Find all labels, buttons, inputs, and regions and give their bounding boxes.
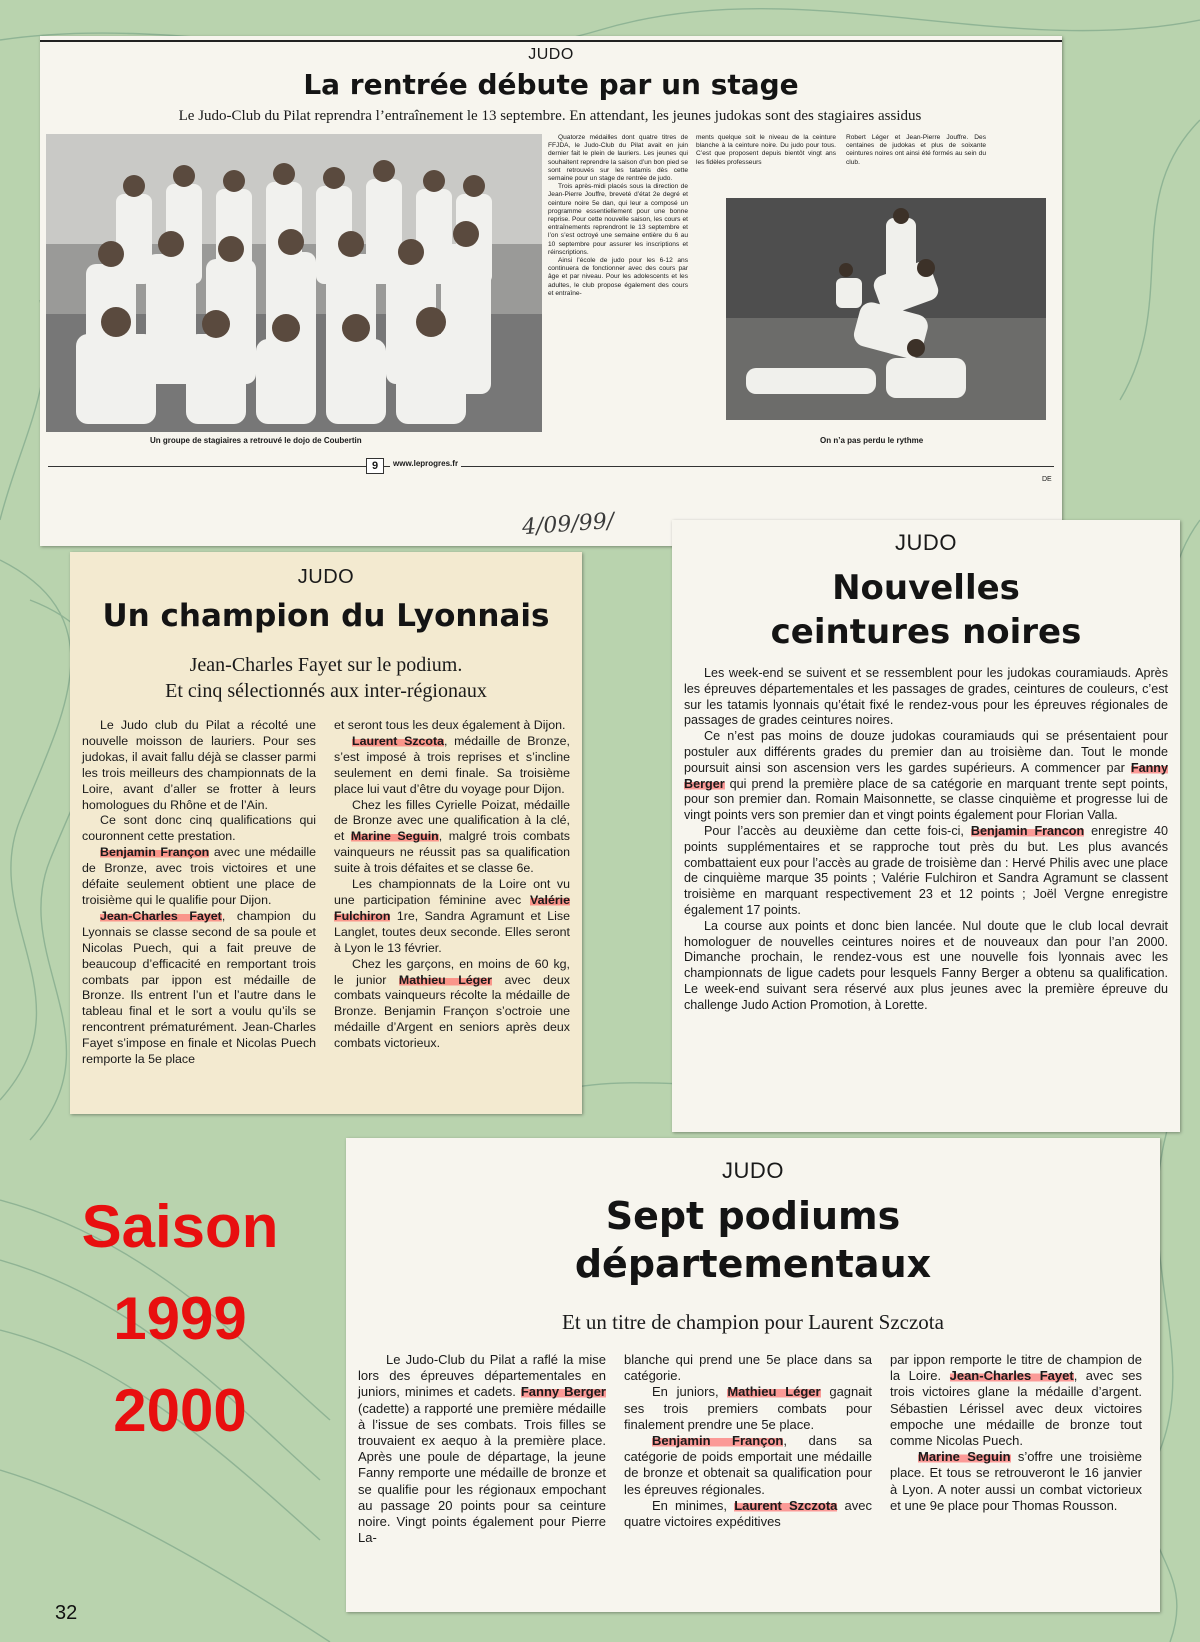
highlighted-name: Mathieu Léger [727, 1384, 821, 1400]
article3-headline-line1: Nouvelles [832, 568, 1020, 608]
article1-col3 [846, 134, 986, 167]
article4-col2-p3: Benjamin Françon, dans sa catégorie de poids emportait une médaille de bronze et obtenait sa qualification pour les épreuves régionales. [624, 1433, 872, 1497]
article2-col2 [334, 718, 570, 1052]
article3-p4: La course aux points et donc bien lancée. Nul doute que le club local devrait homologuer de nouvelles ceintures noires et de nouveaux dan pour l’an 2000. Dimanche prochain, le rendez-vous est une nouvelle fois lyonnais avec les championnats de ligue cadets pour lesquels Fanny Berger a obtenu sa qualification. Le week-end suivant sera réservé aux plus jeunes avec la première épreuve du challenge Judo Action Promotion, à Lorette. [684, 918, 1168, 1012]
article3-body [684, 666, 1168, 1014]
article3-p2: Ce n’est pas moins de douze judokas couramiauds qui se présentaient pour postuler aux différents grades du premier dan au troisième dan. Tout le monde poursuit ainsi son ascension vers les gardes supérieurs. A commencer par Fanny Berger qui prend la première place de sa catégorie en marquant trente sept points, pour son premier dan. Romain Maisonnette, se classe cinquième et progresse lui de vingt points vers son premier dan et vingt points également pour Florian Valla. [684, 729, 1168, 823]
article4-rubric: JUDO [722, 1158, 784, 1183]
article4-col2-p4: En minimes, Laurent Szczota avec quatre victoires expéditives [624, 1497, 873, 1530]
article1-col1 [548, 134, 688, 298]
article4-deck: Et un titre de champion pour Laurent Szczota [562, 1310, 944, 1334]
group-photo-caption: Un groupe de stagiaires a retrouvé le dojo de Coubertin [150, 436, 362, 445]
action-photo [726, 198, 1046, 420]
highlighted-name: Benjamin Françon [100, 845, 210, 860]
article2-col1-p2: Ce sont donc cinq qualifications qui couronnent cette prestation. [82, 813, 316, 844]
highlighted-name: Laurent Szczota [734, 1497, 838, 1513]
article1-headline: La rentrée débute par un stage [303, 68, 799, 101]
article3-p3: Pour l’accès au deuxième dan cette fois-ci, Benjamin Francon enregistre 40 points supplémentaires et se rapproche tout près du but. Les plus avancés combattaient eux pour l’accès au grade de troisième dan : Hervé Philis avec une place de cinquième marque 35 points ; Valérie Fulchiron et Sandra Agramunt se classent troisième en marquant respectivement 23 et 12 points ; Joël Vergne enregistre également 17 points. [684, 823, 1169, 917]
highlighted-name: Fanny Berger [684, 760, 1168, 791]
season-label-year-end: 2000 [113, 1377, 247, 1444]
article2-col1-p4: Jean-Charles Fayet, champion du Lyonnais se classe second de sa poule et Nicolas Puech, qui a fait preuve de beaucoup d’efficacité en remportant trois combats par ippon est médaille de Bronze. Ils entrent l’un et l’autre dans le tableau final et le sort a voulu qu’ils se rencontrent prématurément. Jean-Charles Fayet s’impose en finale et Nicolas Puech remporte la 5e place [82, 908, 316, 1067]
article3-rubric: JUDO [895, 530, 957, 555]
highlighted-name: Benjamin Francon [970, 823, 1085, 838]
article2-col2-p1: et seront tous les deux également à Dijon. [334, 718, 566, 732]
article1-footer-right: DE [1042, 476, 1052, 483]
article2-col2-p3: Chez les filles Cyrielle Poizat, médaille de Bronze avec une qualification à la clé, et Marine Seguin, malgré trois combats vainqueurs ne réussit pas sa qualification suite à trois défaites et se classe 6e. [334, 797, 570, 876]
article1-footer-rule [48, 466, 1054, 467]
article2-deck-line2: Et cinq sélectionnés aux inter-régionaux [165, 680, 487, 702]
article2-col1 [82, 718, 316, 1068]
highlighted-name: Fanny Berger [520, 1384, 606, 1400]
highlighted-name: Valérie Fulchiron [334, 892, 570, 923]
article1-rubric: JUDO [528, 46, 574, 63]
action-photo-illustration [726, 198, 1046, 420]
group-photo [46, 134, 542, 432]
highlighted-name: Laurent Szcota [352, 733, 445, 748]
article3-headline-line2: ceintures noires [770, 612, 1082, 652]
article1-footer-page: 9 [366, 458, 384, 474]
highlighted-name: Benjamin Françon [652, 1433, 784, 1449]
article4-col2-p2: En juniors, Mathieu Léger gagnait ses trois premiers combats pour finalement prendre une 5e place. [624, 1384, 872, 1432]
season-label-year-start: 1999 [113, 1285, 247, 1352]
article4-col2-p1: blanche qui prend une 5e place dans sa catégorie. [624, 1352, 872, 1384]
article2-col2-p2: Laurent Szcota, médaille de Bronze, s’est imposé à trois reprises et s’incline seulement en demi finale. Sa troisième place lui vaut d’être du voyage pour Dijon. [334, 733, 570, 796]
article4-col2 [624, 1352, 872, 1530]
article2-col2-p4: Les championnats de la Loire ont vu une participation féminine avec Valérie Fulchiron 1re, Sandra Agramunt et Lise Langlet, toutes deux seconde. Elles seront à Lyon le 13 février. [334, 877, 570, 955]
season-label-word: Saison [81, 1193, 279, 1260]
article2-headline: Un champion du Lyonnais [102, 598, 550, 634]
article4-headline-line2: départementaux [574, 1242, 932, 1286]
article4-col3-p1: par ippon remporte le titre de champion de la Loire. Jean-Charles Fayet, avec ses trois victoires glane la médaille d’argent. Sébastien Lérissel avec deux victoires empoche une médaille de bronze tout comme Nicolas Puech. [890, 1352, 1142, 1449]
handwritten-date: 4/09/99/ [521, 508, 615, 541]
article2-col1-p1: Le Judo club du Pilat a récolté une nouvelle moisson de lauriers. Pour ses judokas, il avait fallu déjà se classer parmi les trois meilleurs des championnats de la Loire, avant d’aller se frotter à leurs homologues du Rhône et de l’Ain. [82, 718, 316, 812]
page-number: 32 [55, 1602, 78, 1624]
article1-col2 [696, 134, 836, 167]
highlighted-name: Jean-Charles Fayet [100, 908, 222, 923]
group-photo-illustration [46, 134, 542, 432]
article2-col1-p3: Benjamin Françon avec une médaille de Bronze, avec trois victoires et une défaite seulement obtient une place de troisième qui le qualifie pour Dijon. [82, 845, 317, 907]
article1-footer-url: www.leprogres.fr [390, 459, 461, 468]
article4-col1 [358, 1352, 606, 1546]
article2-col2-p5: Chez les garçons, en moins de 60 kg, le junior Mathieu Léger avec deux combats vainqueurs récolte la médaille de Bronze. Benjamin Françon s’octroie une médaille d’Argent en seniors après deux combats victorieux. [334, 956, 570, 1051]
article4-headline-line1: Sept podiums [605, 1194, 901, 1238]
article-ceintures-noires [672, 520, 1180, 1132]
article3-p1: Les week-end se suivent et se ressemblent pour les judokas couramiauds. Après les épreuves départementales et les passages de grades, ceintures de couleurs, c’est sur les tatamis lyonnais qu’était fixé le rendez-vous pour les épreuves régionales de passages de grades ceintures noires. [684, 666, 1168, 728]
article4-col3 [890, 1352, 1142, 1514]
article2-rubric: JUDO [297, 566, 355, 588]
article-champion-lyonnais [70, 552, 582, 1114]
highlighted-name: Marine Seguin [350, 829, 439, 844]
article1-col1-p2: Trois après-midi placés sous la direction de Jean-Pierre Jouffre, breveté d’état 2e degré et ceinture noire 5e dan, qui leur a composé un programme essentiellement pour une bonne reprise. Pour cette nouvelle saison, les cours et entraînements reprendront le 13 septembre et l’on s’est octroyé une semaine entière du 6 au 10 septembre pour assurer les inscriptions et réinscriptions. [548, 183, 688, 256]
highlighted-name: Mathieu Léger [398, 972, 492, 987]
article-rentree-stage [40, 36, 1062, 546]
article4-col1-p1: Le Judo-Club du Pilat a raflé la mise lors des épreuves départementales en juniors, minimes et cadets. Fanny Berger (cadette) a rapporté une première médaille à l’issue de ses combats. Trois filles se trouvaient ex aequo à la première place. Après une poule de départage, la jeune Fanny remporte une médaille de bronze et se qualifie pour les régionaux empochant au passage 20 points pour sa ceinture noire. Vingt points également pour Pierre La- [358, 1352, 606, 1546]
article1-deck: Le Judo-Club du Pilat reprendra l’entraînement le 13 septembre. En attendant, les jeunes judokas sont des stagiaires assidus [178, 108, 922, 124]
article2-deck-line1: Jean-Charles Fayet sur le podium. [189, 654, 463, 676]
action-photo-caption: On n’a pas perdu le rythme [820, 436, 924, 445]
highlighted-name: Marine Seguin [918, 1449, 1011, 1465]
top-rule [40, 40, 1062, 42]
article1-col2-p1: ments quelque soit le niveau de la ceinture blanche à la ceinture noire. Du judo pour tous. C’est que proposent depuis bientôt vingt ans les fidèles professeurs [696, 134, 836, 166]
article1-col3-p1: Robert Léger et Jean-Pierre Jouffre. Des centaines de judokas et plus de soixante ceintures noires ont ainsi été formés au sein du club. [846, 134, 986, 166]
article1-col1-p1: Quatorze médailles dont quatre titres de FFJDA, le Judo-Club du Pilat avait en juin dernier fait le plein de lauriers. Les jeunes qui souhaitent reprendre la saison d’un bon pied se sont retrouvés sur les tatamis dès cette semaine pour un stage de rentrée de judo. [548, 134, 688, 183]
highlighted-name: Jean-Charles Fayet [949, 1368, 1074, 1384]
article-sept-podiums [346, 1138, 1160, 1612]
article1-col1-p3: Ainsi l’école de judo pour les 6-12 ans continuera de fonctionner avec des cours par âge et par niveau. Pour les adolescents et les adultes, le club propose également des cours et entraîne- [548, 257, 688, 297]
article4-col3-p2: Marine Seguin s’offre une troisième place. Et tous se retrouveront le 16 janvier à Lyon. A noter aussi un combat victorieux et une 9e place pour Thomas Rousson. [890, 1449, 1142, 1513]
